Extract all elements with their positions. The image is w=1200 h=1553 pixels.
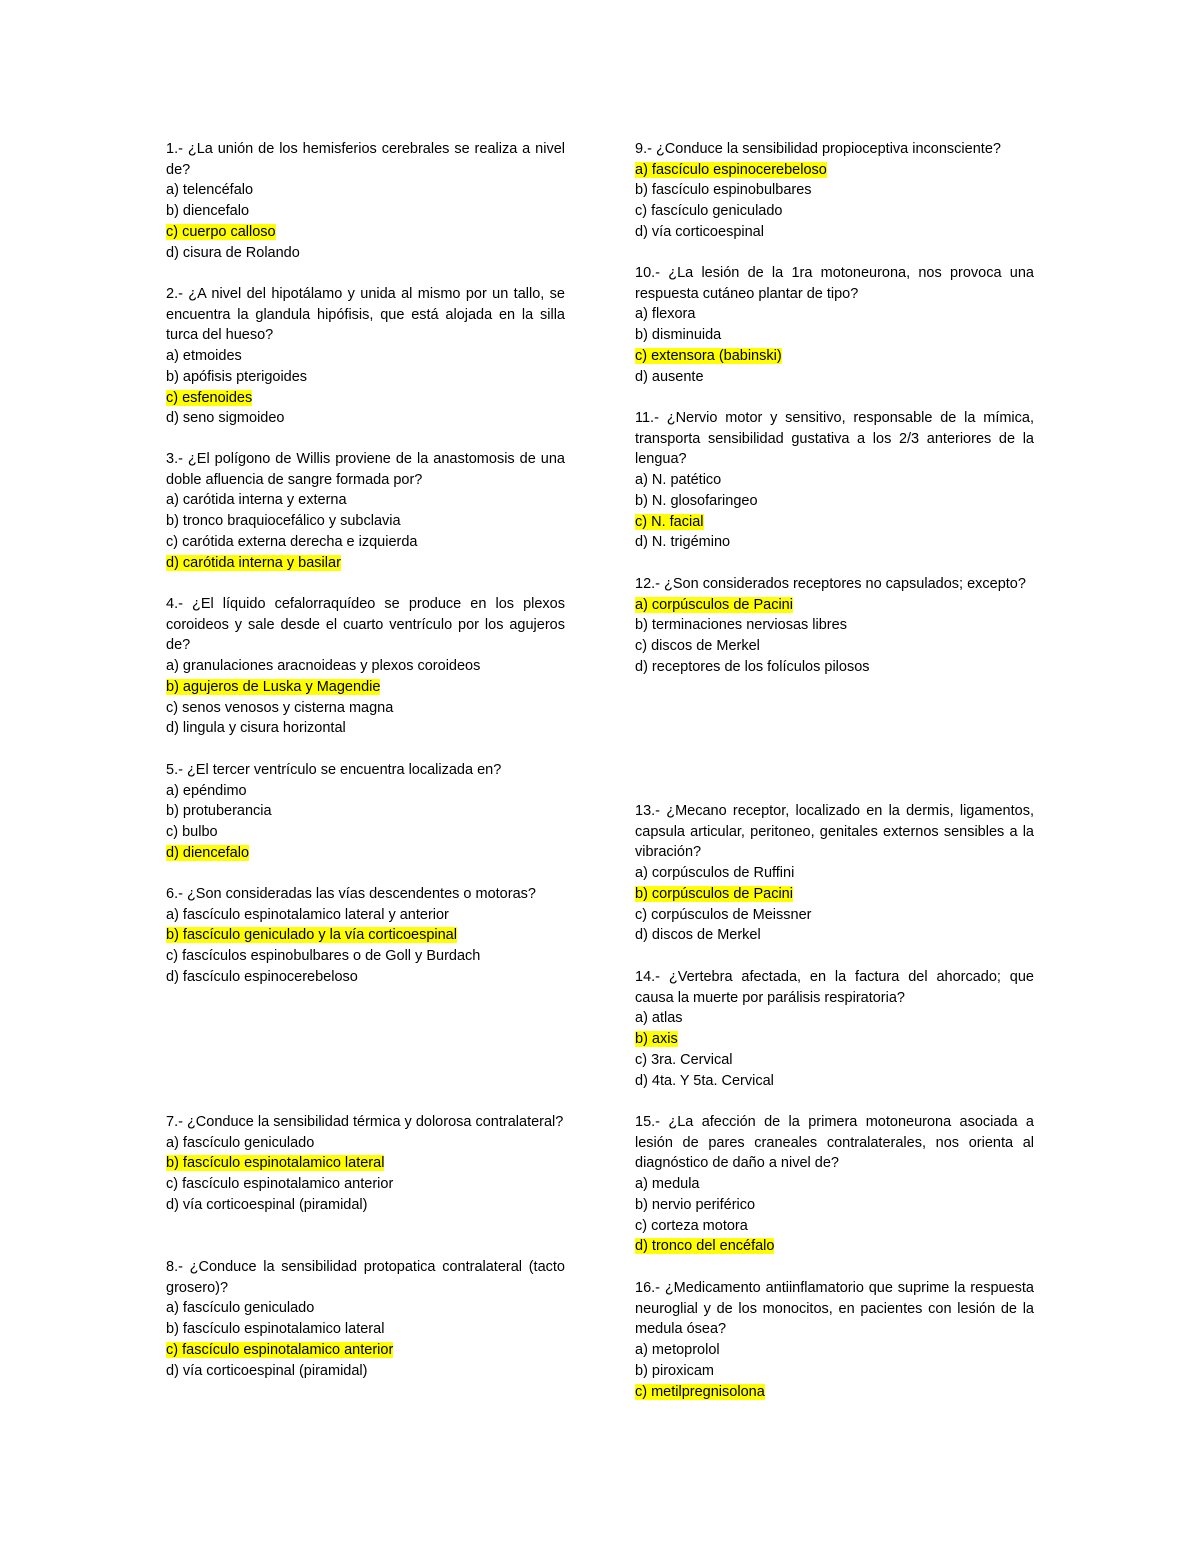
option-text: b) N. glosofaringeo [635, 492, 758, 509]
option-text: b) apófisis pterigoides [166, 368, 308, 385]
answer-option [166, 1361, 565, 1382]
answer-option [635, 222, 1034, 243]
question-14 [635, 967, 1034, 1091]
answer-option [635, 1050, 1034, 1071]
answer-option [635, 470, 1034, 491]
answer-option [635, 325, 1034, 346]
answer-option [166, 1133, 565, 1154]
answer-option [166, 201, 565, 222]
option-text: c) fascículo geniculado [635, 203, 783, 220]
option-text: a) fascículo geniculado [166, 1300, 315, 1317]
option-text: b) tronco braquiocefálico y subclavia [166, 513, 401, 530]
answer-option [166, 490, 565, 511]
answer-option [166, 698, 565, 719]
option-text: c) 3ra. Cervical [635, 1051, 733, 1068]
option-text: a) corpúsculos de Ruffini [635, 865, 795, 882]
option-text: c) corpúsculos de Meissner [635, 906, 812, 923]
option-text: b) protuberancia [166, 803, 272, 820]
answer-option [635, 1174, 1034, 1195]
option-text: c) senos venosos y cisterna magna [166, 699, 394, 716]
answer-option [635, 367, 1034, 388]
question-stem: 8.- ¿Conduce la sensibilidad protopatica contralateral (tacto grosero)? [166, 1259, 565, 1296]
answer-option [635, 905, 1034, 926]
answer-option [635, 532, 1034, 553]
question-stem: 6.- ¿Son consideradas las vías descendentes o motoras? [166, 886, 536, 902]
option-text: b) corpúsculos de Pacini [635, 885, 793, 902]
option-text: b) agujeros de Luska y Magendie [166, 678, 381, 695]
answer-option-correct [635, 512, 1034, 533]
answer-option [166, 1195, 565, 1216]
question-stem: 14.- ¿Vertebra afectada, en la factura del ahorcado; que causa la muerte por parálisis respiratoria? [635, 969, 1034, 1006]
answer-option [166, 367, 565, 388]
option-text: b) nervio periférico [635, 1196, 756, 1213]
question-stem: 4.- ¿El líquido cefalorraquídeo se produce en los plexos coroideos y sale desde el cuarto ventrículo por los agujeros de? [166, 596, 565, 654]
question-stem: 11.- ¿Nervio motor y sensitivo, responsable de la mímica, transporta sensibilidad gustativa a los 2/3 anteriores de la lengua? [635, 410, 1034, 468]
option-text: d) fascículo espinocerebeloso [166, 968, 358, 985]
answer-option [166, 822, 565, 843]
question-16 [635, 1278, 1034, 1402]
option-text: c) fascículos espinobulbares o de Goll y Burdach [166, 948, 481, 965]
option-text: d) vía corticoespinal (piramidal) [166, 1196, 368, 1213]
question-stem: 13.- ¿Mecano receptor, localizado en la dermis, ligamentos, capsula articular, peritoneo, genitales externos sensibles a la vibración? [635, 803, 1034, 861]
question-4 [166, 594, 565, 739]
question-stem: 5.- ¿El tercer ventrículo se encuentra localizada en? [166, 762, 502, 778]
answer-option [166, 781, 565, 802]
question-stem: 10.- ¿La lesión de la 1ra motoneurona, nos provoca una respuesta cutáneo plantar de tipo? [635, 265, 1034, 302]
option-text: b) fascículo espinobulbares [635, 182, 812, 199]
option-text: d) ausente [635, 368, 704, 385]
option-text: b) axis [635, 1031, 678, 1048]
question-9 [635, 139, 1034, 243]
option-text: a) fascículo espinocerebeloso [635, 161, 827, 178]
answer-option [166, 967, 565, 988]
answer-option [635, 636, 1034, 657]
option-text: d) carótida interna y basilar [166, 554, 341, 571]
option-text: b) disminuida [635, 327, 722, 344]
answer-option [166, 656, 565, 677]
option-text: d) cisura de Rolando [166, 244, 300, 261]
option-text: b) terminaciones nerviosas libres [635, 617, 847, 634]
answer-option [635, 657, 1034, 678]
answer-option-correct [635, 160, 1034, 181]
question-10 [635, 263, 1034, 387]
option-text: a) metoprolol [635, 1342, 720, 1359]
answer-option-correct [635, 1236, 1034, 1257]
answer-option [166, 346, 565, 367]
option-text: c) fascículo espinotalamico anterior [166, 1341, 394, 1358]
answer-option [166, 243, 565, 264]
answer-option-correct [166, 553, 565, 574]
option-text: c) discos de Merkel [635, 638, 760, 655]
option-text: c) bulbo [166, 824, 218, 841]
answer-option-correct [166, 1340, 565, 1361]
option-text: c) esfenoides [166, 389, 253, 406]
answer-option [635, 1216, 1034, 1237]
option-text: d) 4ta. Y 5ta. Cervical [635, 1072, 774, 1089]
answer-option [166, 1298, 565, 1319]
question-stem: 15.- ¿La afección de la primera motoneurona asociada a lesión de pares craneales contralaterales, nos orienta al diagnóstico de daño a nivel de? [635, 1114, 1034, 1172]
option-text: a) carótida interna y externa [166, 492, 347, 509]
option-text: a) etmoides [166, 348, 242, 365]
option-text: c) extensora (babinski) [635, 347, 782, 364]
answer-option-correct [166, 388, 565, 409]
question-stem: 3.- ¿El polígono de Willis proviene de la anastomosis de una doble afluencia de sangre formada por? [166, 451, 565, 488]
option-text: b) piroxicam [635, 1362, 714, 1379]
option-text: a) corpúsculos de Pacini [635, 596, 793, 613]
answer-option-correct [166, 925, 565, 946]
question-7 [166, 1112, 565, 1216]
answer-option-correct [635, 1029, 1034, 1050]
question-5 [166, 760, 565, 864]
option-text: b) fascículo geniculado y la vía corticoespinal [166, 927, 457, 944]
question-6 [166, 884, 565, 988]
option-text: c) cuerpo calloso [166, 223, 276, 240]
option-text: c) metilpregnisolona [635, 1383, 765, 1400]
option-text: d) N. trigémino [635, 534, 731, 551]
answer-option [166, 1319, 565, 1340]
answer-option [635, 863, 1034, 884]
option-text: d) vía corticoespinal [635, 223, 764, 240]
question-stem: 16.- ¿Medicamento antiinflamatorio que suprime la respuesta neuroglial y de los monocitos, en pacientes con lesión de la medula ósea? [635, 1280, 1034, 1338]
answer-option [635, 180, 1034, 201]
answer-option-correct [166, 843, 565, 864]
answer-option [635, 491, 1034, 512]
option-text: b) diencefalo [166, 203, 250, 220]
option-text: a) epéndimo [166, 782, 247, 799]
answer-option [166, 905, 565, 926]
answer-option [635, 1071, 1034, 1092]
answer-option [635, 1008, 1034, 1029]
option-text: b) fascículo espinotalamico lateral [166, 1155, 385, 1172]
answer-option [166, 408, 565, 429]
question-13 [635, 801, 1034, 946]
option-text: a) N. patético [635, 472, 722, 489]
question-12 [635, 574, 1034, 678]
answer-option [166, 511, 565, 532]
option-text: a) fascículo espinotalamico lateral y anterior [166, 906, 449, 923]
answer-option [635, 1195, 1034, 1216]
option-text: a) atlas [635, 1010, 683, 1027]
option-text: a) fascículo geniculado [166, 1134, 315, 1151]
option-text: d) vía corticoespinal (piramidal) [166, 1362, 368, 1379]
option-text: d) receptores de los folículos pilosos [635, 658, 870, 675]
option-text: a) medula [635, 1176, 700, 1193]
answer-option-correct [635, 1382, 1034, 1403]
answer-option [635, 201, 1034, 222]
question-3 [166, 449, 565, 573]
question-15 [635, 1112, 1034, 1257]
option-text: b) fascículo espinotalamico lateral [166, 1321, 385, 1338]
option-text: a) flexora [635, 306, 696, 323]
option-text: c) corteza motora [635, 1217, 748, 1234]
option-text: c) fascículo espinotalamico anterior [166, 1176, 394, 1193]
answer-option [166, 718, 565, 739]
answer-option-correct [166, 222, 565, 243]
answer-option [635, 1340, 1034, 1361]
question-2 [166, 284, 565, 429]
answer-option [166, 180, 565, 201]
option-text: d) discos de Merkel [635, 927, 761, 944]
answer-option [635, 615, 1034, 636]
answer-option [166, 532, 565, 553]
option-text: d) tronco del encéfalo [635, 1238, 775, 1255]
option-text: c) N. facial [635, 513, 704, 530]
answer-option-correct [635, 595, 1034, 616]
option-text: a) telencéfalo [166, 182, 254, 199]
answer-option [166, 801, 565, 822]
option-text: a) granulaciones aracnoideas y plexos coroideos [166, 658, 481, 675]
question-8 [166, 1257, 565, 1381]
answer-option [166, 946, 565, 967]
answer-option-correct [635, 884, 1034, 905]
question-stem: 7.- ¿Conduce la sensibilidad térmica y dolorosa contralateral? [166, 1114, 564, 1130]
question-11 [635, 408, 1034, 553]
answer-option [166, 1174, 565, 1195]
option-text: c) carótida externa derecha e izquierda [166, 533, 418, 550]
answer-option [635, 925, 1034, 946]
answer-option-correct [166, 677, 565, 698]
answer-option [635, 304, 1034, 325]
question-stem: 9.- ¿Conduce la sensibilidad propioceptiva inconsciente? [635, 141, 1001, 157]
question-stem: 2.- ¿A nivel del hipotálamo y unida al mismo por un tallo, se encuentra la glandula hipófisis, que está alojada en la silla turca del hueso? [166, 286, 565, 344]
question-stem: 1.- ¿La unión de los hemisferios cerebrales se realiza a nivel de? [166, 141, 565, 178]
option-text: d) seno sigmoideo [166, 410, 285, 427]
option-text: d) diencefalo [166, 844, 250, 861]
option-text: d) lingula y cisura horizontal [166, 720, 346, 737]
answer-option [635, 1361, 1034, 1382]
question-1 [166, 139, 565, 263]
answer-option-correct [635, 346, 1034, 367]
answer-option-correct [166, 1153, 565, 1174]
question-stem: 12.- ¿Son considerados receptores no capsulados; excepto? [635, 576, 1026, 592]
